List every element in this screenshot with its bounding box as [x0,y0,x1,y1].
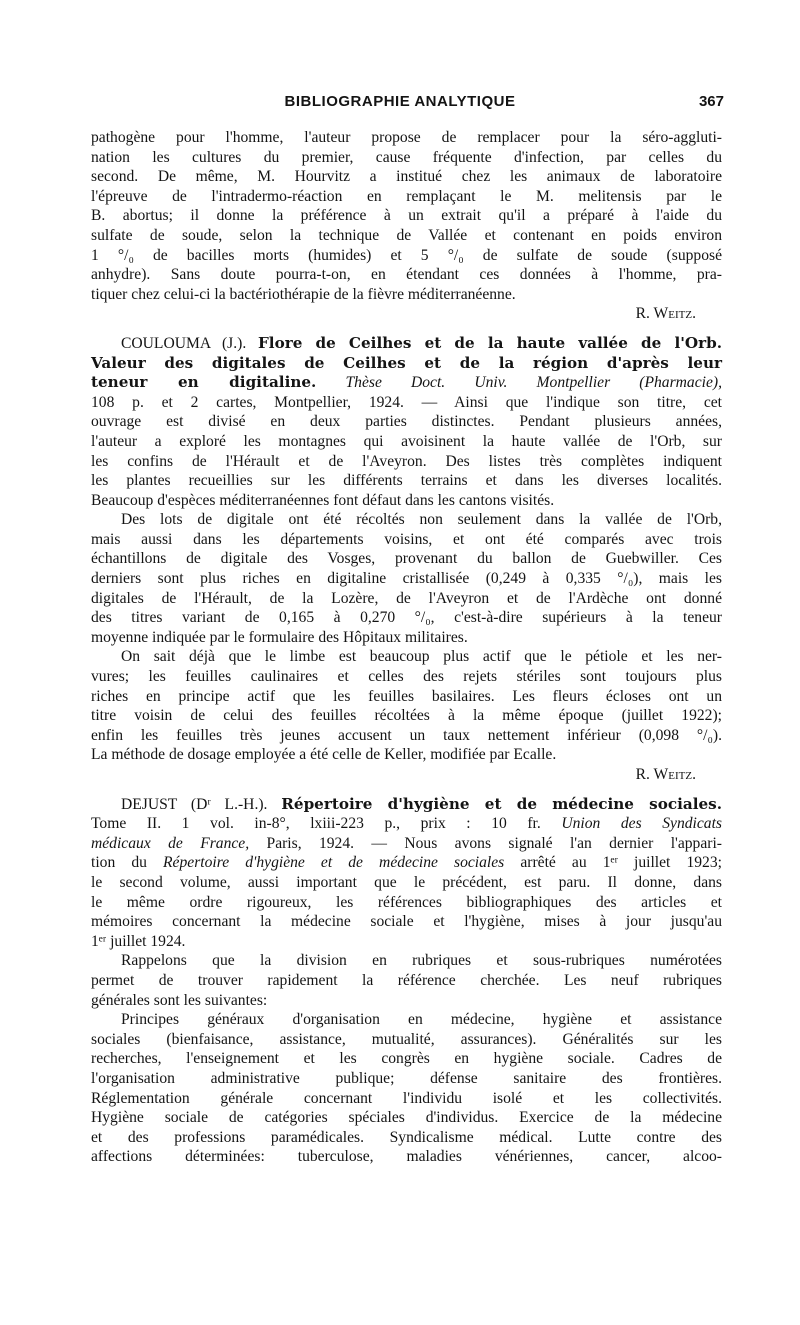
text-line: les confins de l'Hérault et de l'Aveyron. Des listes très complètes indiquent [91,452,722,470]
text-line: affections déterminées: tuberculose, maladies vénériennes, cancer, alcoo- [91,1148,722,1166]
text-line: pathogène pour l'homme, l'auteur propose de remplacer pour la séro-aggluti- [91,129,722,146]
text-line: Réglementation générale concernant l'individu isolé et les collectivités. [91,1089,722,1107]
text-line: et des professions paramédicales. Syndicalisme médical. Lutte contre des [91,1128,722,1146]
text-line [91,834,722,854]
text-line: 108 p. et 2 cartes, Montpellier, 1924. — Ainsi que l'indique son titre, cet [91,393,722,411]
review-title: Flore de Ceilhes et de la haute vallée de l'Orb. [258,333,723,352]
review-dejust [91,795,722,1167]
text-line: moyenne indiquée par le formulaire des Hôpitaux militaires. [91,628,468,646]
text-line: les plantes recueillies sur les différents terrains et dans les diverses localités. [91,472,722,490]
text-line: riches en principe actif que les feuilles basilaires. Les fleurs écloses ont un [91,687,722,705]
text-line: Des lots de digitale ont été récoltés non seulement dans la vallée de l'Orb, [121,511,722,529]
reviewer-signature: R. Weitz. [635,766,696,783]
text-line: derniers sont plus riches en digitaline cristallisée (0,249 à 0,335 °/₀), mais les [91,570,722,588]
publication-info: Thèse Doct. Univ. Montpellier (Pharmacie), [345,374,722,392]
text-segment: arrêté au 1ᵉʳ juillet 1923; [520,854,722,872]
text-line: vures; les feuilles caulinaires et celles des rejets stériles sont toujours plus [91,668,722,686]
review-author: COULOUMA (J.). [121,334,247,352]
review-continuation [91,128,722,324]
review-heading-line [91,334,722,354]
text-line: le second volume, aussi important que le précédent, est paru. Il donne, dans [91,873,722,891]
text-line: des titres variant de 0,165 à 0,270 °/₀, c'est-à-dire supérieurs à la teneur [91,609,722,627]
reviewer-signature: R. Weitz. [635,305,696,323]
text-line: l'auteur a exploré les montagnes qui avoisinent la haute vallée de l'Orb, sur [91,432,722,450]
text-line: La méthode de dosage employée a été celle de Keller, modifiée par Ecalle. [91,746,557,764]
text-segment: Paris, 1924. — Nous avons signalé l'an dernier l'appari- [266,834,722,852]
text-line: sociales (bienfaisance, assistance, mutualité, assurances). Généralités sur les [91,1030,722,1048]
publication-info: Tome II. 1 vol. in-8°, lxiii-223 p., prix : 10 fr. [91,815,541,833]
text-line: Hygiène sociale de catégories spéciales d'individus. Exercice de la médecine [91,1109,722,1127]
text-line [91,853,722,873]
text-line: Rappelons que la division en rubriques et sous-rubriques numérotées [121,952,722,970]
review-heading-line [91,814,722,834]
text-line: anhydre). Sans doute pourra-t-on, en étendant ces données à l'homme, pra- [91,266,722,284]
text-line: 1 °/₀ de bacilles morts (humides) et 5 °/₀ de sulfate de soude (supposé [91,246,722,264]
review-title: Valeur des digitales de Ceilhes et de la région d'après leur [91,353,722,372]
text-line: digitales de l'Hérault, de la Lozère, de l'Aveyron et de l'Ardèche ont donné [91,589,722,607]
page-number: 367 [698,93,724,110]
text-line: recherches, l'enseignement et les congrès en hygiène sociale. Cadres de [91,1050,722,1068]
text-line: enfin les feuilles très jeunes accusent un taux nettement inférieur (0,098 °/₀). [91,726,722,744]
text-line: 1ᵉʳ juillet 1924. [91,932,186,950]
text-line: ouvrage est divisé en deux parties distinctes. Pendant plusieurs années, [91,413,722,431]
review-author: DEJUST (Dʳ L.-H.). [121,795,268,813]
text-segment: tion du [91,854,147,872]
text-line: permet de trouver rapidement la référence cherchée. Les neuf rubriques [91,971,722,989]
text-line: Principes généraux d'organisation en médecine, hygiène et assistance [121,1011,722,1029]
running-header: BIBLIOGRAPHIE ANALYTIQUE [284,93,516,110]
text-line: mémoires concernant la médecine sociale et l'hygiène, mises à jour jusqu'au [91,913,722,931]
text-line: sulfate de soude, selon la technique de Vallée et contenant en poids environ [91,226,722,244]
text-line: second. De même, M. Hourvitz a institué chez les animaux de laboratoire [91,168,722,186]
text-line: l'organisation administrative publique; défense sanitaire des frontières. [91,1069,722,1087]
text-line: générales sont les suivantes: [91,991,268,1009]
text-line: B. abortus; il donne la préférence à un extrait qu'il a préparé à l'aide du [91,207,722,225]
page-body [91,128,722,1167]
publisher: Union des Syndicats [561,815,722,833]
text-line: mais aussi dans les départements voisins, et ont été comparés avec trois [91,530,722,548]
review-coulouma [91,334,722,785]
text-line: titre voisin de celui des feuilles récoltées à la même époque (juillet 1922); [91,707,722,725]
review-heading-line [91,795,722,815]
text-line: l'épreuve de l'intradermo-réaction en remplaçant le M. melitensis par le [91,187,722,205]
review-title: Répertoire d'hygiène et de médecine sociales. [281,794,722,813]
review-title: teneur en digitaline. [91,373,317,392]
text-line: le même ordre rigoureux, les références bibliographiques des articles et [91,893,722,911]
text-line: On sait déjà que le limbe est beaucoup plus actif que le pétiole et les ner- [121,648,722,666]
text-line: nation les cultures du premier, cause fréquente d'infection, par celles du [91,148,722,166]
review-heading-line [91,373,722,393]
text-line: Beaucoup d'espèces méditerranéennes font défaut dans les cantons visités. [91,491,555,509]
text-line: tiquer chez celui-ci la bactériothérapie de la fièvre méditerranéenne. [91,285,516,303]
text-line: échantillons de digitale des Vosges, provenant du ballon de Guebwiller. Ces [91,550,722,568]
cited-title: Répertoire d'hygiène et de médecine sociales [163,854,505,872]
publisher: médicaux de France, [91,834,250,852]
